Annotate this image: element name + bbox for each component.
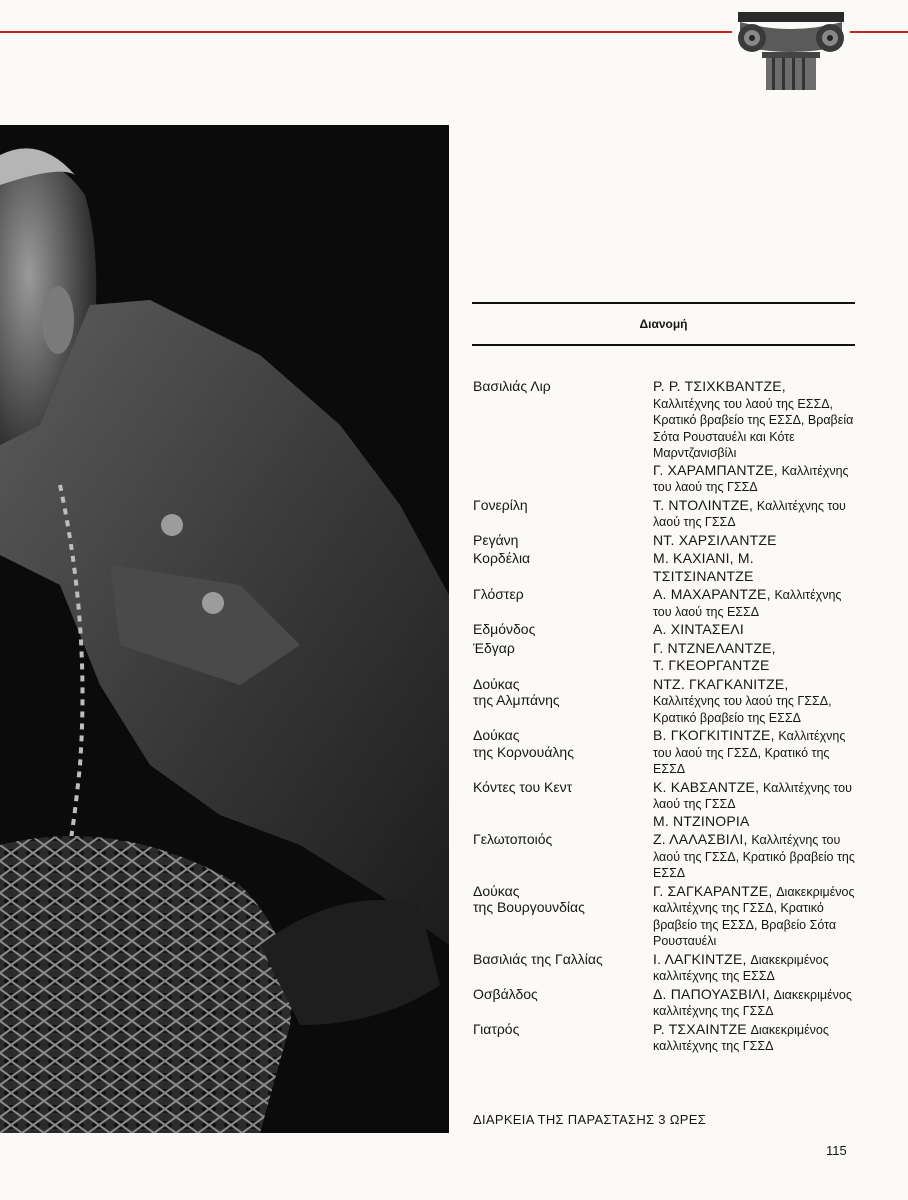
cast-row xyxy=(473,883,855,950)
actor-name: Β. ΓΚΟΓΚΙΤΙΝΤΖΕ, xyxy=(653,727,775,743)
cast-row xyxy=(473,497,855,531)
role-name: Οσβάλδος xyxy=(473,985,538,1002)
cast-row xyxy=(473,550,855,585)
page-number: 115 xyxy=(826,1143,847,1158)
actor-honors: Καλλιτέχνης του λαού της ΓΣΣΔ xyxy=(653,498,846,529)
role-name: Εδμόνδος xyxy=(473,621,536,637)
actor-entry xyxy=(653,586,855,620)
actor-name: Κ. ΚΑΒΣΑΝΤΖΕ, xyxy=(653,778,760,795)
actor-name: Ζ. ΛΑΛΑΣΒΙΛΙ, xyxy=(653,831,748,847)
actor-entry xyxy=(653,497,855,531)
actor-entry xyxy=(653,1021,855,1055)
actor-list xyxy=(653,640,855,675)
actor-entry xyxy=(653,532,855,550)
cast-row xyxy=(473,951,855,985)
cast-list xyxy=(473,378,855,1056)
cast-row xyxy=(473,676,855,727)
actor-name: Α. ΜΑΧΑΡΑΝΤΖΕ, xyxy=(653,586,771,602)
actor-honors: Διακεκριμένος καλλιτέχνης της ΓΣΣΔ xyxy=(653,987,852,1018)
actor-list xyxy=(653,378,855,496)
actor-entry xyxy=(653,951,855,985)
actor-list xyxy=(653,986,855,1020)
actor-entry xyxy=(653,378,855,462)
ionic-capital-icon xyxy=(732,6,850,90)
cast-row xyxy=(473,640,855,675)
cast-row xyxy=(473,831,855,882)
actor-honors: Καλλιτέχνης του λαού της ΓΣΣΔ, Κρατικό βραβείο της ΕΣΣΔ xyxy=(653,833,855,880)
actor-honors: Καλλιτέχνης του λαού της ΓΣΣΔ xyxy=(653,780,852,811)
actor-list xyxy=(653,621,855,639)
actor-list xyxy=(653,727,855,778)
actor-entry xyxy=(653,640,855,658)
cast-section-header xyxy=(472,302,855,346)
cast-row xyxy=(473,378,855,496)
actor-list xyxy=(653,779,855,831)
actor-name: Ι. ΛΑΓΚΙΝΤΖΕ, xyxy=(653,950,747,967)
actor-honors: Καλλιτέχνης του λαού της ΓΣΣΔ, Κρατικό της ΕΣΣΔ xyxy=(653,729,846,776)
role-name: Δούκας της Βουργουνδίας xyxy=(473,882,585,915)
actor-honors: Καλλιτέχνης του λαού της ΓΣΣΔ xyxy=(653,463,849,494)
actor-list xyxy=(653,550,855,585)
actor-name: ΝΤ. ΧΑΡΣΙΛΑΝΤΖΕ xyxy=(653,531,777,548)
role-name: Γιατρός xyxy=(473,1020,520,1037)
cast-row xyxy=(473,621,855,639)
actor-entry xyxy=(653,779,855,813)
role-name: Βασιλιάς της Γαλλίας xyxy=(473,950,603,967)
actor-name: Γ. ΝΤΖΝΕΛΑΝΤΖΕ, xyxy=(653,639,776,656)
cast-row xyxy=(473,532,855,550)
actor-honors: Διακεκριμένος καλλιτέχνης της ΕΣΣΔ xyxy=(653,952,829,983)
role-name: Δούκας της Κορνουάλης xyxy=(473,727,574,760)
actor-name: Α. ΧΙΝΤΑΣΕΛΙ xyxy=(653,621,744,637)
cast-row xyxy=(473,779,855,831)
actor-name: Γ. ΣΑΓΚΑΡΑΝΤΖΕ, xyxy=(653,882,773,899)
cast-title: Διανομή xyxy=(639,317,688,331)
role-name: Δούκας της Αλμπάνης xyxy=(473,675,560,708)
actor-name: Ρ. Ρ. ΤΣΙΧΚΒΑΝΤΖΕ, xyxy=(653,378,786,394)
actor-name: Γ. ΧΑΡΑΜΠΑΝΤΖΕ, xyxy=(653,461,778,478)
actor-name: Μ. ΝΤΖΙΝΟΡΙΑ xyxy=(653,812,750,829)
actor-honors: Διακεκριμένος καλλιτέχνης της ΓΣΣΔ xyxy=(653,1022,829,1053)
actor-list xyxy=(653,831,855,882)
role-name: Γονερίλη xyxy=(473,496,528,513)
role-name: Βασιλιάς Λιρ xyxy=(473,378,551,394)
actor-list xyxy=(653,951,855,985)
actor-photograph xyxy=(0,125,449,1133)
actor-entry xyxy=(653,676,855,727)
role-name: Γελωτοποιός xyxy=(473,831,553,847)
actor-entry xyxy=(653,657,855,675)
role-name: Κόντες του Κεντ xyxy=(473,778,573,795)
actor-entry xyxy=(653,462,855,496)
actor-honors: Διακεκριμένος καλλιτέχνης της ΓΣΣΔ, Κρατικό βραβείο της ΕΣΣΔ, Βραβείο Σότα Ρουσταυέλι xyxy=(653,884,855,948)
actor-list xyxy=(653,883,855,950)
actor-list xyxy=(653,586,855,620)
cast-row xyxy=(473,586,855,620)
actor-name: Τ. ΝΤΟΛΙΝΤΖΕ, xyxy=(653,496,754,513)
actor-honors: Καλλιτέχνης του λαού της ΕΣΣΔ, Κρατικό βραβείο της ΕΣΣΔ, Βραβεία Σότα Ρουσταυέλι και Κότε Μαρντζανισβίλι xyxy=(653,396,854,460)
actor-name: Τ. ΓΚΕΟΡΓΑΝΤΖΕ xyxy=(653,657,770,673)
actor-entry xyxy=(653,550,855,585)
actor-entry xyxy=(653,986,855,1020)
performance-duration: ΔΙΑΡΚΕΙΑ ΤΗΣ ΠΑΡΑΣΤΑΣΗΣ 3 ΩΡΕΣ xyxy=(473,1112,707,1127)
actor-honors: Καλλιτέχνης του λαού της ΕΣΣΔ xyxy=(653,588,842,619)
role-name: Ρεγάνη xyxy=(473,531,519,548)
actor-honors: Καλλιτέχνης του λαού της ΓΣΣΔ, Κρατικό βραβείο της ΕΣΣΔ xyxy=(653,694,832,725)
actor-entry xyxy=(653,813,855,831)
actor-list xyxy=(653,532,855,550)
actor-list xyxy=(653,497,855,531)
actor-entry xyxy=(653,883,855,950)
role-name: Έδγαρ xyxy=(473,639,515,656)
actor-entry xyxy=(653,621,855,639)
actor-list xyxy=(653,676,855,727)
actor-entry xyxy=(653,727,855,778)
actor-list xyxy=(653,1021,855,1055)
role-name: Γλόστερ xyxy=(473,586,524,602)
role-name: Κορδέλια xyxy=(473,550,531,566)
actor-name: Ρ. ΤΣΧΑΙΝΤΖΕ xyxy=(653,1020,747,1037)
cast-row xyxy=(473,727,855,778)
cast-row xyxy=(473,986,855,1020)
actor-name: Μ. ΚΑΧΙΑΝΙ, Μ. ΤΣΙΤΣΙΝΑΝΤΖΕ xyxy=(653,550,754,584)
actor-name: Δ. ΠΑΠΟΥΑΣΒΙΛΙ, xyxy=(653,985,770,1002)
cast-row xyxy=(473,1021,855,1055)
actor-entry xyxy=(653,831,855,882)
actor-name: ΝΤΖ. ΓΚΑΓΚΑΝΙΤΖΕ, xyxy=(653,675,789,692)
